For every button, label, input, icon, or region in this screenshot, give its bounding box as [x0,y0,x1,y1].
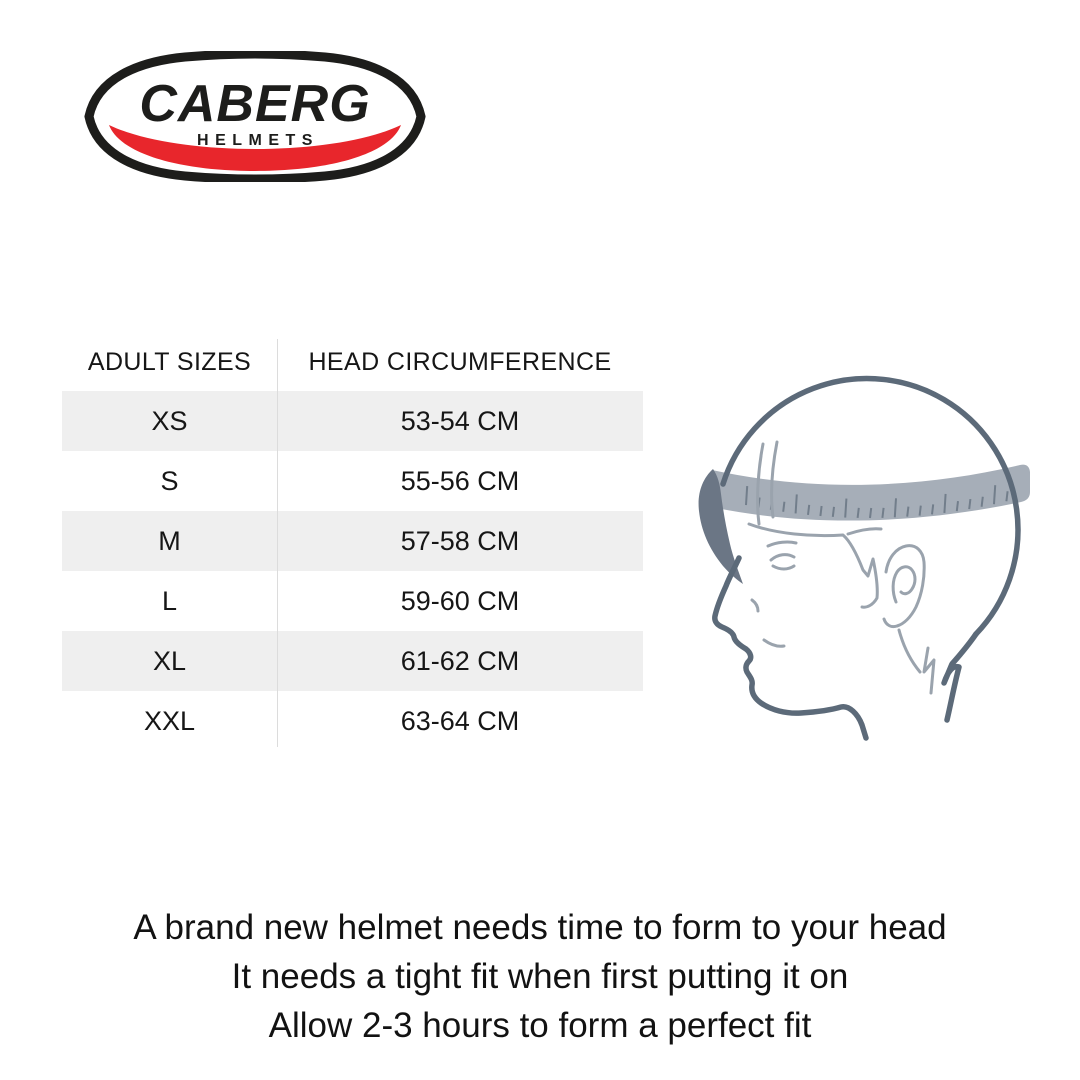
sideburn-wisp [899,630,934,693]
fit-note-line-1: A brand new helmet needs time to form to your head [133,908,947,947]
logo-brand-text: CABERG [139,75,371,133]
table-column-divider [277,339,278,747]
table-row-m [62,511,643,571]
logo-tagline-text: HELMETS [197,132,319,149]
size-chart-table [62,333,643,751]
nostril-line [752,600,758,611]
table-row-s [62,451,643,511]
eyebrow-line [768,542,796,546]
hair-fringe-line-2 [848,529,881,534]
size-label: XL [152,645,187,676]
circumference-value: 55-56 CM [400,465,520,496]
fit-note-line-2: It needs a tight fit when first putting it on [231,957,849,996]
size-label: M [158,525,181,556]
circumference-value: 63-64 CM [400,705,520,736]
face-profile-outline [715,558,866,738]
table-row-xl [62,631,643,691]
fit-note-line-3: Allow 2-3 hours to form a perfect fit [268,1006,812,1045]
circumference-value: 57-58 CM [400,525,520,556]
column-header-adult-sizes: ADULT SIZES [87,347,252,376]
ear-outline [884,546,924,627]
size-chart-header-row [62,333,643,391]
table-row-xs [62,391,643,451]
fit-notes [0,903,1080,1050]
eye-outline [771,555,794,569]
table-row-xxl [62,691,643,751]
hair-fringe-line [749,524,877,607]
circumference-value: 53-54 CM [400,405,520,436]
circumference-value: 59-60 CM [400,585,520,616]
ear-inner-detail [893,567,915,602]
caberg-logo [84,51,426,182]
size-label: XS [151,405,188,436]
size-label: XXL [143,705,196,736]
column-header-head-circumference: HEAD CIRCUMFERENCE [308,347,612,376]
neck-hairline-outline [944,634,976,720]
table-row-l [62,571,643,631]
circumference-value: 61-62 CM [400,645,520,676]
mouth-smile-line [764,640,784,646]
size-label: L [161,585,178,616]
head-measurement-illustration [672,356,1044,756]
size-label: S [160,465,179,496]
